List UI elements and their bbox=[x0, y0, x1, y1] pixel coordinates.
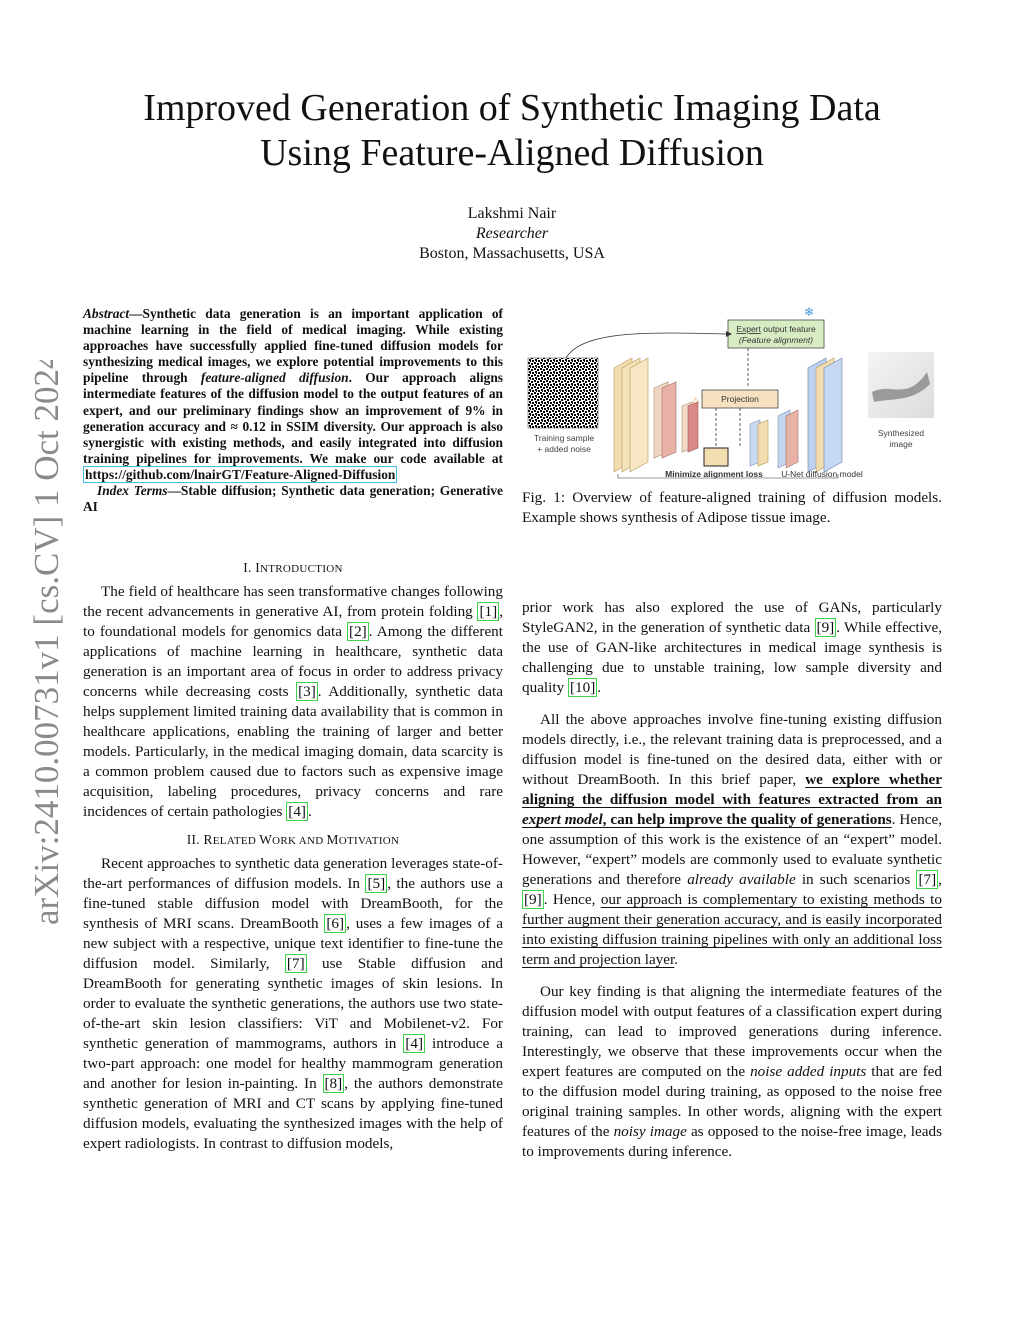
fire-icon: ♨ bbox=[692, 395, 701, 405]
citation[interactable]: [6] bbox=[326, 915, 345, 932]
citation[interactable]: [4] bbox=[288, 803, 306, 820]
right-column bbox=[522, 598, 942, 1162]
abstract-emphasis: feature-aligned diffusion bbox=[200, 370, 349, 386]
unet-encoder bbox=[614, 358, 701, 472]
citation[interactable]: [4] bbox=[405, 1035, 424, 1052]
unet-label: U-Net diffusion model bbox=[781, 469, 863, 479]
citation[interactable]: [3] bbox=[298, 683, 316, 700]
unet-decoder bbox=[750, 358, 842, 472]
right-paragraph-2: All the above approaches involve fine-tuning existing diffusion models directly, i.e., the relevant training data is preprocessed, and a diffusion model is fine-tuned on the desired data, either with or without DreamBooth. In this brief paper, we explore whether aligning the diffusion model with features extracted from an expert model, can help improve the quality of generations. Hence, one assumption of this work is the existence of an “expert” model. However, “expert” models are commonly used to evaluate synthetic generations and therefore already available in such scenarios [7] , [9] . Hence, our approach is complementary to existing methods to further augment their generation accuracy, and is easily incorporated into existing diffusion training pipelines with only an additional loss term and projection layer. bbox=[522, 711, 943, 968]
author-block bbox=[80, 204, 944, 264]
noise-image bbox=[528, 358, 598, 428]
feature-alignment-label: (Feature alignment) bbox=[738, 335, 814, 345]
title-line-1: Improved Generation of Synthetic Imaging Data bbox=[143, 87, 881, 129]
figure-1 bbox=[522, 302, 942, 482]
training-sample-label: Training sample bbox=[533, 433, 595, 443]
training-sample-label-2: + added noise bbox=[537, 444, 591, 454]
synthesized-label: Synthesized bbox=[877, 428, 925, 438]
abstract-label: Abstract bbox=[83, 306, 130, 321]
bottleneck bbox=[704, 448, 728, 466]
citation[interactable]: [1] bbox=[479, 603, 498, 620]
expert-label: Expert output feature bbox=[736, 324, 816, 334]
abstract-text: . Our approach aligns intermediate features of the diffusion model to the output features of an expert, and our preliminary findings show an improvement of 9% in generation accuracy and ≈ 0.12 in SSIM diversity. Our approach is also synergistic with existing methods, and easily integrated into diffusion training pipelines for improvements. We make our code available at bbox=[83, 370, 503, 466]
left-column bbox=[83, 560, 503, 1154]
abstract bbox=[83, 306, 503, 515]
intro-paragraph: The field of healthcare has seen transformative changes following the recent advancements in generative AI, from protein folding [1] , to foundational models for genomics data [2] . Among the different applications of machine learning in healthcare, synthetic data generation is an important area of focus in order to address privacy concerns while decreasing costs [3] . Additionally, synthetic data helps supplement limited training data availability that is common in healthcare applications, enabling the training of larger and better models. Particularly, in the medical imaging domain, data scarcity is a common problem caused due to factors such as expensive image acquisition, labeling procedures, privacy concerns and rare incidences of certain pathologies [4] . bbox=[83, 583, 504, 820]
section-heading-related: II. RELATED WORK AND MOTIVATION bbox=[186, 832, 400, 847]
right-paragraph-3: Our key finding is that aligning the intermediate features of the diffusion model with output features of a classification expert during training, can lead to improved generations during inference. Interestingly, we observe that these improvements occur when the expert features are computed on the noise added inputs that are fed to the diffusion model during training, as opposed to the noise free original training samples. In other words, aligning with the expert features of the noisy image as opposed to the noise-free image, leads to improvements during inference. bbox=[522, 983, 942, 1160]
related-work-paragraph: Recent approaches to synthetic data generation leverages state-of-the-art performances of diffusion models. In [5] , the authors use a fine-tuned stable diffusion model with DreamBooth, for the synthesis of MRI scans. DreamBooth [6] , uses a few images of a new subject with a respective, unique text identifier to fine-tune the diffusion model. Similarly, [7] use Stable diffusion and DreamBooth for generating synthetic images of skin lesions. In order to evaluate the synthetic generations, the authors use two state-of-the-art skin lesion classifiers: ViT and Mobilenet-v2. For synthetic generation of mammograms, authors in [4] introduce a two-part approach: one model for healthy mammogram generation and another for lesion in-painting. In [8] , the authors demonstrate synthetic generation of MRI and CT scans by applying fine-tuned diffusion models, evaluating the synthesized images with the help of expert radiologists. In contrast to diffusion models, bbox=[83, 855, 504, 1152]
paper-title bbox=[80, 86, 944, 176]
citation[interactable]: [5] bbox=[367, 875, 386, 892]
projection-label: Projection bbox=[721, 394, 759, 404]
title-line-2: Using Feature-Aligned Diffusion bbox=[260, 132, 764, 174]
index-terms-label: Index Terms bbox=[97, 483, 168, 499]
citation[interactable]: [9] bbox=[816, 619, 835, 636]
section-heading-intro: I. INTRODUCTION bbox=[243, 560, 343, 575]
noise-to-expert-arrow bbox=[566, 333, 726, 358]
figure-caption: Fig. 1: Overview of feature-aligned training of diffusion models. Example shows synthesis of Adipose tissue image. bbox=[522, 489, 942, 526]
snowflake-icon: ❄ bbox=[804, 305, 815, 319]
right-paragraph-1: prior work has also explored the use of GANs, particularly StyleGAN2, in the generation of synthetic data [9] . While effective, the use of GAN-like architectures in medical image synthesis is challenging due to unstable training, low sample diversity and quality [10] . bbox=[522, 599, 942, 696]
code-link[interactable]: https://github.com/lnairGT/Feature-Aligned-Diffusion bbox=[85, 466, 396, 482]
citation[interactable]: [7] bbox=[286, 955, 305, 972]
index-terms bbox=[83, 483, 503, 515]
index-terms-text: —Stable diffusion; Synthetic data generation; Generative AI bbox=[83, 483, 503, 515]
synthesized-label-2: image bbox=[889, 439, 913, 449]
figure-diagram bbox=[522, 302, 942, 482]
citation[interactable]: [2] bbox=[349, 623, 367, 640]
arxiv-watermark bbox=[12, 360, 70, 930]
author-location: Boston, Massachusetts, USA bbox=[419, 245, 605, 262]
abstract-text: —Synthetic data generation is an important application of machine learning in the field of medical imaging. While existing approaches have successfully applied fine-tuned diffusion models for synthesizing medical images, we explore potential improvements to this pipeline through bbox=[83, 306, 503, 386]
author-affiliation: Researcher bbox=[475, 225, 549, 242]
author-name: Lakshmi Nair bbox=[467, 205, 557, 222]
citation[interactable]: [9] bbox=[524, 891, 542, 908]
citation[interactable]: [10] bbox=[569, 679, 596, 696]
min-loss-label: Minimize alignment loss bbox=[665, 469, 763, 479]
citation[interactable]: [8] bbox=[324, 1075, 343, 1092]
arxiv-id: arXiv:2410.00731v1 [cs.CV] 1 Oct 2024 bbox=[27, 360, 66, 925]
citation[interactable]: [7] bbox=[918, 871, 937, 888]
abstract-body bbox=[83, 306, 503, 483]
